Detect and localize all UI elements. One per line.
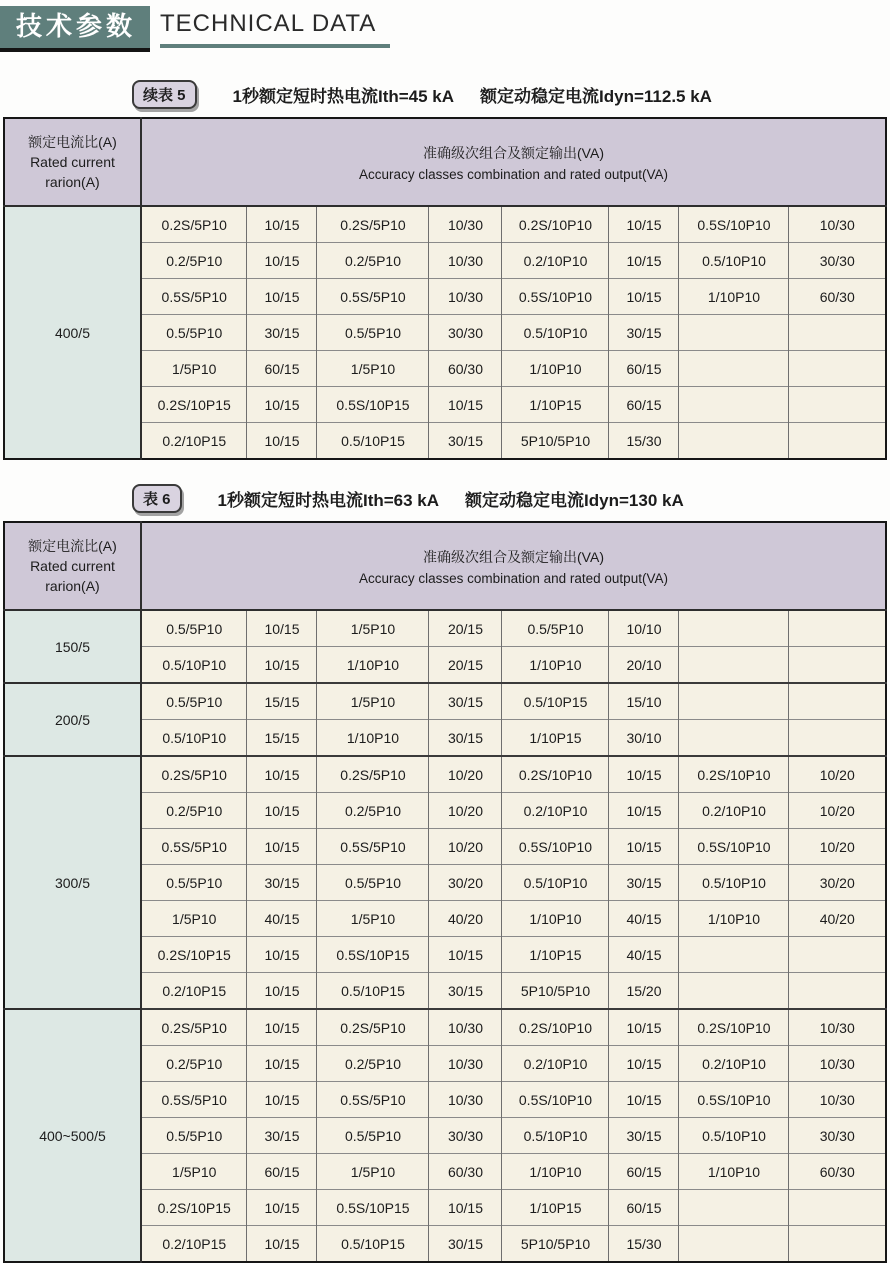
table-cell: 0.5/5P10 xyxy=(141,315,247,351)
header-line: 额定电流比(A) xyxy=(28,133,117,150)
table-head xyxy=(4,118,886,206)
ratio-column-header xyxy=(4,118,141,206)
table-cell: 0.2/5P10 xyxy=(141,1046,247,1082)
table-cell: 10/30 xyxy=(429,243,502,279)
table-cell: 0.2/10P10 xyxy=(502,243,609,279)
table-cell: 0.2S/5P10 xyxy=(141,756,247,793)
table-cell: 0.5/10P10 xyxy=(502,865,609,901)
table-cell xyxy=(789,647,886,684)
table-cell: 1/10P10 xyxy=(502,351,609,387)
table-cell: 10/20 xyxy=(789,829,886,865)
table-cell: 10/30 xyxy=(429,1082,502,1118)
table-row xyxy=(4,610,886,647)
table-cell: 60/15 xyxy=(609,1190,679,1226)
table-cell: 40/20 xyxy=(429,901,502,937)
table-cell xyxy=(679,1226,789,1263)
table-cell: 0.2/10P10 xyxy=(679,1046,789,1082)
table-cell: 10/30 xyxy=(429,1009,502,1046)
accuracy-column-header xyxy=(141,118,886,206)
table-cell: 0.5/10P10 xyxy=(679,865,789,901)
table-cell: 0.5S/10P10 xyxy=(679,1082,789,1118)
table-cell: 10/15 xyxy=(247,1009,317,1046)
page-header xyxy=(0,6,890,58)
table-cell: 40/20 xyxy=(789,901,886,937)
accuracy-header-en: Accuracy classes combination and rated output(VA) xyxy=(359,166,668,182)
table-cell: 1/10P10 xyxy=(502,647,609,684)
table-cell: 0.2S/10P10 xyxy=(502,756,609,793)
table-cell: 1/10P10 xyxy=(679,901,789,937)
table-cell: 1/10P10 xyxy=(317,647,429,684)
table-cell: 30/30 xyxy=(429,315,502,351)
table-cell: 10/15 xyxy=(609,243,679,279)
table-cell: 10/30 xyxy=(789,1082,886,1118)
table-cell: 10/20 xyxy=(789,793,886,829)
table-cell: 1/5P10 xyxy=(317,351,429,387)
table-cell: 10/15 xyxy=(247,1082,317,1118)
table-cell: 1/10P10 xyxy=(317,720,429,757)
table-cell: 5P10/5P10 xyxy=(502,973,609,1010)
table-cell: 0.5/10P10 xyxy=(141,720,247,757)
table-row xyxy=(4,1009,886,1046)
table-cell: 1/10P15 xyxy=(502,387,609,423)
table-cell: 30/20 xyxy=(789,865,886,901)
table-cell: 0.5S/5P10 xyxy=(141,829,247,865)
table-cell: 40/15 xyxy=(609,901,679,937)
table-row xyxy=(4,756,886,793)
table-cell: 0.2/10P15 xyxy=(141,423,247,460)
table-cell: 0.5/10P10 xyxy=(141,647,247,684)
header-line: rarion(A) xyxy=(45,174,100,191)
table-cell: 10/15 xyxy=(247,937,317,973)
header-row xyxy=(4,118,886,206)
table-cell: 10/15 xyxy=(429,1190,502,1226)
table-cell: 10/20 xyxy=(429,756,502,793)
table-caption xyxy=(132,484,890,513)
table-title-part: 1秒额定短时热电流Ith=63 kA xyxy=(217,491,440,510)
table-cell: 20/15 xyxy=(429,610,502,647)
table-cell: 0.2/5P10 xyxy=(141,793,247,829)
table-cell: 0.5/10P10 xyxy=(502,1118,609,1154)
table-cell: 0.2S/5P10 xyxy=(141,206,247,243)
table-cell xyxy=(789,720,886,757)
table-cell: 0.5/5P10 xyxy=(317,1118,429,1154)
table-cell xyxy=(679,973,789,1010)
table-cell: 0.5/5P10 xyxy=(141,610,247,647)
accuracy-header-zh: 准确级次组合及额定输出(VA) xyxy=(423,144,604,161)
table-cell: 30/15 xyxy=(429,720,502,757)
table-cell: 10/10 xyxy=(609,610,679,647)
table-cell: 0.5/5P10 xyxy=(502,610,609,647)
table-cell: 0.2/10P10 xyxy=(679,793,789,829)
ratio-cell: 200/5 xyxy=(4,683,141,756)
table-cell: 30/30 xyxy=(429,1118,502,1154)
table-cell: 30/15 xyxy=(609,1118,679,1154)
table-cell: 10/15 xyxy=(247,647,317,684)
table-cell: 10/30 xyxy=(789,1009,886,1046)
table-cell: 0.2/5P10 xyxy=(317,1046,429,1082)
table-cell: 10/30 xyxy=(429,1046,502,1082)
table-title-part: 1秒额定短时热电流Ith=45 kA xyxy=(232,87,455,106)
table-cell: 1/5P10 xyxy=(317,683,429,720)
table-title-part: 额定动稳定电流Idyn=130 kA xyxy=(465,491,684,510)
table-cell: 0.5/5P10 xyxy=(141,683,247,720)
table-body xyxy=(4,610,886,1262)
ratio-cell: 150/5 xyxy=(4,610,141,683)
table-cell: 0.5S/5P10 xyxy=(141,279,247,315)
table-cell: 0.2S/5P10 xyxy=(317,206,429,243)
table-cell: 15/10 xyxy=(609,683,679,720)
table-cell: 60/15 xyxy=(247,1154,317,1190)
table-cell: 10/15 xyxy=(609,279,679,315)
table-cell: 1/10P15 xyxy=(502,937,609,973)
table-cell: 0.5/10P10 xyxy=(679,1118,789,1154)
table-cell: 1/10P10 xyxy=(679,279,789,315)
table-cell: 15/30 xyxy=(609,1226,679,1263)
table-cell: 5P10/5P10 xyxy=(502,1226,609,1263)
table-cell: 0.2/5P10 xyxy=(317,243,429,279)
table-body xyxy=(4,206,886,459)
table-cell: 60/30 xyxy=(789,1154,886,1190)
table-cell xyxy=(679,720,789,757)
table-cell xyxy=(679,610,789,647)
table-cell: 1/10P15 xyxy=(502,1190,609,1226)
table-cell: 60/15 xyxy=(609,351,679,387)
table-cell: 0.2S/10P10 xyxy=(679,1009,789,1046)
table-cell: 0.2S/10P10 xyxy=(502,1009,609,1046)
table-cell: 10/20 xyxy=(429,829,502,865)
table-cell: 10/15 xyxy=(247,793,317,829)
table-cell: 10/15 xyxy=(247,1190,317,1226)
table-cell: 0.5/5P10 xyxy=(141,865,247,901)
table-cell: 1/5P10 xyxy=(141,901,247,937)
table-cell: 10/15 xyxy=(247,829,317,865)
header-line: 额定电流比(A) xyxy=(28,537,117,554)
table-badge: 表 6 xyxy=(132,484,182,513)
tables-root xyxy=(0,80,890,1263)
table-cell: 0.5/10P15 xyxy=(502,683,609,720)
table-cell: 10/20 xyxy=(429,793,502,829)
table-cell: 10/15 xyxy=(609,829,679,865)
table-cell xyxy=(789,973,886,1010)
table-cell: 20/15 xyxy=(429,647,502,684)
table-cell: 0.5/5P10 xyxy=(317,315,429,351)
table-cell: 0.2S/10P15 xyxy=(141,387,247,423)
table-cell: 10/15 xyxy=(247,610,317,647)
table-cell: 0.2/5P10 xyxy=(317,793,429,829)
table-cell: 30/10 xyxy=(609,720,679,757)
table-cell: 1/5P10 xyxy=(141,1154,247,1190)
table-cell: 15/15 xyxy=(247,683,317,720)
table-cell xyxy=(789,1190,886,1226)
table-cell: 30/15 xyxy=(247,865,317,901)
table-cell: 15/20 xyxy=(609,973,679,1010)
table-cell: 0.5S/10P10 xyxy=(502,1082,609,1118)
table-cell: 10/30 xyxy=(789,1046,886,1082)
table-cell: 0.5S/10P15 xyxy=(317,387,429,423)
table-cell: 30/15 xyxy=(247,315,317,351)
table-cell xyxy=(789,423,886,460)
table-cell xyxy=(789,937,886,973)
table-cell: 0.5S/5P10 xyxy=(317,279,429,315)
table-cell: 0.2S/10P15 xyxy=(141,1190,247,1226)
table-cell: 10/15 xyxy=(247,756,317,793)
table-cell: 10/15 xyxy=(609,1009,679,1046)
page-title-en: TECHNICAL DATA xyxy=(160,6,390,48)
table-cell: 0.5S/5P10 xyxy=(317,829,429,865)
table-cell: 0.2S/10P10 xyxy=(679,756,789,793)
table-cell: 10/15 xyxy=(247,387,317,423)
table-cell xyxy=(679,351,789,387)
table-cell: 0.5/10P15 xyxy=(317,1226,429,1263)
table-cell xyxy=(679,423,789,460)
header-row xyxy=(4,522,886,610)
table-title-part: 额定动稳定电流Idyn=112.5 kA xyxy=(480,87,712,106)
table-cell: 60/15 xyxy=(609,1154,679,1190)
table-cell: 10/15 xyxy=(609,756,679,793)
table-cell: 1/5P10 xyxy=(317,901,429,937)
table-cell xyxy=(679,683,789,720)
table-cell: 0.2S/10P10 xyxy=(502,206,609,243)
table-cell: 60/15 xyxy=(247,351,317,387)
table-cell: 10/30 xyxy=(789,206,886,243)
table-cell: 1/10P10 xyxy=(502,1154,609,1190)
table-cell: 0.5S/10P15 xyxy=(317,1190,429,1226)
table-cell: 0.2/10P15 xyxy=(141,973,247,1010)
table-cell: 0.5/5P10 xyxy=(317,865,429,901)
table-cell: 1/5P10 xyxy=(317,610,429,647)
table-cell: 10/15 xyxy=(247,1226,317,1263)
table-cell: 0.5/5P10 xyxy=(141,1118,247,1154)
table-cell xyxy=(789,610,886,647)
table-title xyxy=(218,486,684,511)
parameters-table xyxy=(3,521,887,1263)
page-title-zh: 技术参数 xyxy=(0,6,150,48)
table-cell: 10/15 xyxy=(247,243,317,279)
header-line: rarion(A) xyxy=(45,578,100,595)
table-cell xyxy=(679,647,789,684)
table-cell: 1/5P10 xyxy=(141,351,247,387)
table-cell: 0.5/10P10 xyxy=(679,243,789,279)
table-cell: 10/30 xyxy=(429,279,502,315)
parameters-table xyxy=(3,117,887,460)
table-cell: 0.5/10P15 xyxy=(317,973,429,1010)
table-cell: 10/15 xyxy=(429,387,502,423)
table-cell: 10/20 xyxy=(789,756,886,793)
table-cell: 30/15 xyxy=(429,1226,502,1263)
table-title xyxy=(233,82,712,107)
table-cell: 60/15 xyxy=(609,387,679,423)
table-cell: 40/15 xyxy=(247,901,317,937)
table-cell: 30/15 xyxy=(429,973,502,1010)
accuracy-header-en: Accuracy classes combination and rated output(VA) xyxy=(359,570,668,586)
table-cell xyxy=(679,387,789,423)
ratio-cell: 300/5 xyxy=(4,756,141,1009)
table-cell: 30/15 xyxy=(247,1118,317,1154)
table-cell: 0.2/10P10 xyxy=(502,793,609,829)
table-cell: 30/20 xyxy=(429,865,502,901)
table-cell: 10/15 xyxy=(609,1082,679,1118)
table-cell: 0.2/5P10 xyxy=(141,243,247,279)
table-cell: 10/15 xyxy=(247,1046,317,1082)
table-cell: 20/10 xyxy=(609,647,679,684)
ratio-cell: 400/5 xyxy=(4,206,141,459)
table-badge: 续表 5 xyxy=(132,80,197,109)
table-cell: 1/10P15 xyxy=(502,720,609,757)
table-cell: 30/30 xyxy=(789,243,886,279)
table-cell: 0.5S/10P10 xyxy=(502,829,609,865)
header-line: Rated current xyxy=(30,557,115,574)
header-line: Rated current xyxy=(30,153,115,170)
table-head xyxy=(4,522,886,610)
table-cell xyxy=(789,315,886,351)
table-cell: 10/15 xyxy=(429,937,502,973)
table-cell xyxy=(679,315,789,351)
table-cell xyxy=(789,351,886,387)
table-cell: 10/15 xyxy=(609,206,679,243)
table-cell: 10/30 xyxy=(429,206,502,243)
table-caption xyxy=(132,80,890,109)
table-cell: 40/15 xyxy=(609,937,679,973)
table-cell: 1/10P10 xyxy=(679,1154,789,1190)
table-cell: 0.2S/5P10 xyxy=(317,756,429,793)
table-cell: 0.5S/10P10 xyxy=(679,829,789,865)
table-cell: 10/15 xyxy=(247,973,317,1010)
table-section xyxy=(0,80,890,460)
table-cell: 0.5/10P10 xyxy=(502,315,609,351)
table-cell: 30/15 xyxy=(609,315,679,351)
table-cell xyxy=(679,937,789,973)
table-row xyxy=(4,683,886,720)
table-cell: 60/30 xyxy=(429,351,502,387)
table-cell xyxy=(679,1190,789,1226)
table-cell: 0.5S/10P10 xyxy=(502,279,609,315)
table-cell: 0.5/10P15 xyxy=(317,423,429,460)
table-cell: 10/15 xyxy=(247,279,317,315)
table-cell: 60/30 xyxy=(789,279,886,315)
table-cell: 0.2S/10P15 xyxy=(141,937,247,973)
ratio-column-header xyxy=(4,522,141,610)
table-cell: 1/10P10 xyxy=(502,901,609,937)
table-cell: 0.2S/5P10 xyxy=(141,1009,247,1046)
table-cell: 30/15 xyxy=(429,423,502,460)
table-cell: 10/15 xyxy=(609,793,679,829)
table-cell: 0.5S/5P10 xyxy=(141,1082,247,1118)
table-cell: 15/30 xyxy=(609,423,679,460)
table-row xyxy=(4,206,886,243)
table-cell: 10/15 xyxy=(247,206,317,243)
ratio-cell: 400~500/5 xyxy=(4,1009,141,1262)
table-cell xyxy=(789,387,886,423)
table-cell: 0.5S/5P10 xyxy=(317,1082,429,1118)
table-cell: 5P10/5P10 xyxy=(502,423,609,460)
table-cell xyxy=(789,1226,886,1263)
accuracy-column-header xyxy=(141,522,886,610)
table-cell: 30/15 xyxy=(609,865,679,901)
table-cell: 0.2/10P10 xyxy=(502,1046,609,1082)
table-cell: 0.2S/5P10 xyxy=(317,1009,429,1046)
table-cell: 30/15 xyxy=(429,683,502,720)
table-cell: 30/30 xyxy=(789,1118,886,1154)
table-cell xyxy=(789,683,886,720)
table-cell: 0.5S/10P10 xyxy=(679,206,789,243)
table-cell: 0.5S/10P15 xyxy=(317,937,429,973)
table-cell: 1/5P10 xyxy=(317,1154,429,1190)
table-cell: 0.2/10P15 xyxy=(141,1226,247,1263)
table-cell: 10/15 xyxy=(609,1046,679,1082)
table-cell: 60/30 xyxy=(429,1154,502,1190)
table-section xyxy=(0,484,890,1263)
accuracy-header-zh: 准确级次组合及额定输出(VA) xyxy=(423,548,604,565)
technical-data-page xyxy=(0,6,890,1252)
table-cell: 15/15 xyxy=(247,720,317,757)
table-cell: 10/15 xyxy=(247,423,317,460)
